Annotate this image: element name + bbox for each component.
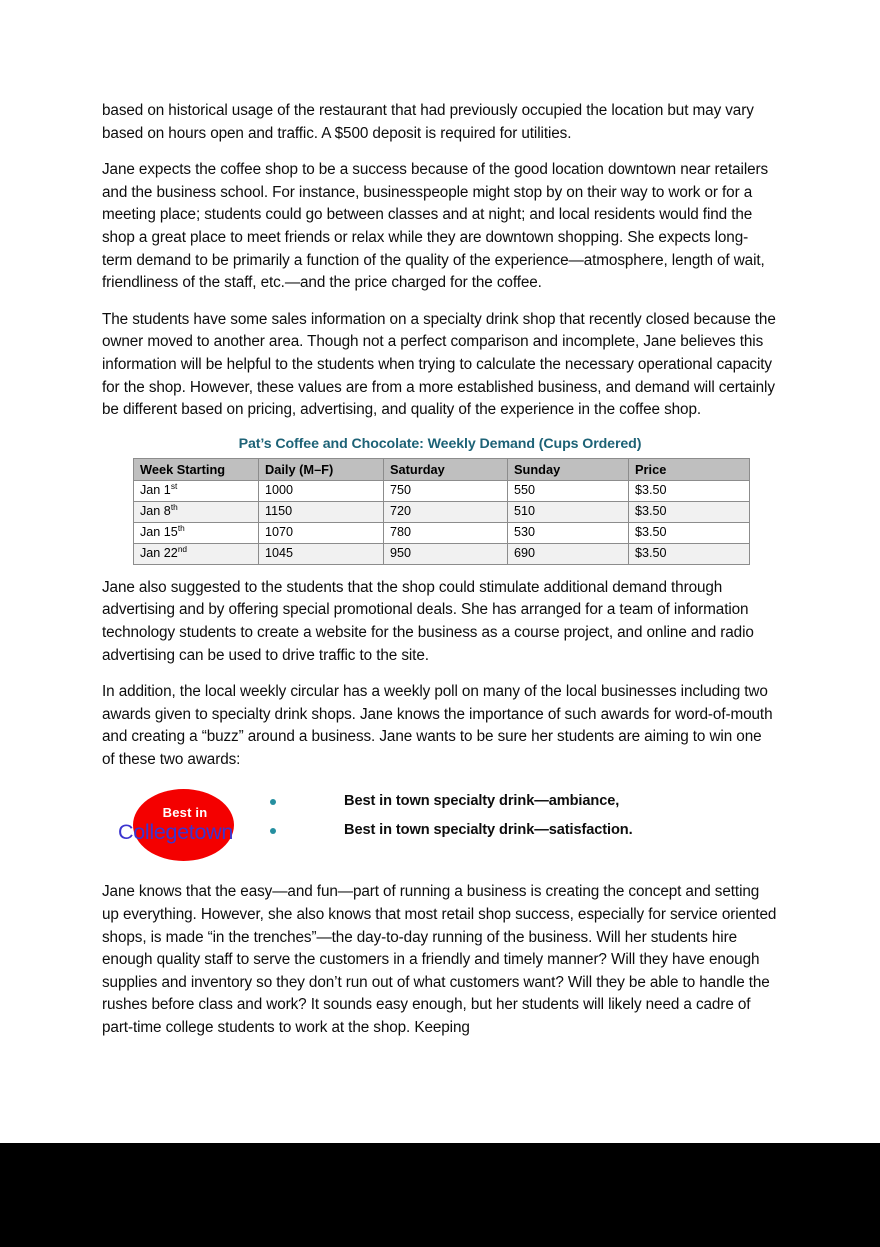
ordinal-suffix: nd	[177, 544, 188, 555]
footer-black-bar	[0, 1143, 880, 1247]
logo-line-best-in: Best in	[162, 805, 208, 821]
cell-sunday: 690	[508, 543, 629, 564]
cell-saturday: 750	[384, 480, 508, 501]
cell-week-starting	[134, 480, 259, 501]
table-caption: Pat’s Coffee and Chocolate: Weekly Demand (Cups Ordered)	[238, 435, 642, 452]
cell-price: $3.50	[629, 480, 750, 501]
paragraph-2: Jane expects the coffee shop to be a success because of the good location downtown near retailers and the business school. For instance, businesspeople might stop by on their way to work or for a meeting place; students could go between classes and at night; and local residents would find the shop a great place to meet friends or relax while they are downtown shopping. She expects long-term demand to be primarily a function of the quality of the experience—atmosphere, length of wait, friendliness of the staff, etc.—and the price charged for the coffee.	[102, 161, 769, 292]
bullet-dot-icon	[270, 828, 276, 834]
column-header-saturday: Saturday	[384, 458, 508, 480]
cell-saturday: 780	[384, 522, 508, 543]
column-header-price: Price	[629, 458, 750, 480]
cell-daily: 1150	[259, 501, 384, 522]
cell-sunday: 550	[508, 480, 629, 501]
paragraph-5: In addition, the local weekly circular has a weekly poll on many of the local businesses including two awards given to specialty drink shops. Jane knows the importance of such awards for word-of-mouth and creating a “buzz” around a business. Jane wants to be sure her students are aiming to win one of these two awards:	[102, 683, 773, 768]
award-label: Best in town specialty drink—satisfaction.	[344, 822, 633, 839]
best-in-collegetown-logo	[118, 785, 278, 863]
document-body	[102, 100, 778, 1054]
cell-week-starting	[134, 543, 259, 564]
demand-table-block	[102, 436, 778, 565]
bullet-dot-icon	[270, 799, 276, 805]
ordinal-suffix: th	[170, 502, 178, 513]
list-item	[270, 792, 740, 811]
weekly-demand-table	[133, 458, 750, 565]
logo-line-collegetown: Collegetown	[118, 820, 234, 845]
cell-daily: 1000	[259, 480, 384, 501]
cell-price: $3.50	[629, 543, 750, 564]
cell-saturday: 950	[384, 543, 508, 564]
award-label: Best in town specialty drink—ambiance,	[344, 793, 620, 810]
cell-price: $3.50	[629, 501, 750, 522]
cell-daily: 1070	[259, 522, 384, 543]
ordinal-suffix: th	[177, 523, 185, 534]
paragraph-4: Jane also suggested to the students that the shop could stimulate additional demand through advertising and by offering special promotional deals. She has arranged for a team of information technology students to create a website for the business as a course project, and online and radio advertising can be used to drive traffic to the site.	[102, 578, 754, 664]
cell-sunday: 510	[508, 501, 629, 522]
table-row	[134, 522, 750, 543]
list-item	[270, 821, 740, 840]
cell-price: $3.50	[629, 522, 750, 543]
column-header-daily: Daily (M–F)	[259, 458, 384, 480]
awards-section	[102, 785, 778, 863]
awards-list	[270, 792, 740, 850]
week-label: Jan 8	[140, 504, 171, 519]
cell-week-starting	[134, 501, 259, 522]
table-header-row	[134, 458, 750, 480]
cell-daily: 1045	[259, 543, 384, 564]
paragraph-3: The students have some sales information on a specialty drink shop that recently closed because the owner moved to another area. Though not a perfect comparison and incomplete, Jane believes this information will be helpful to the students when trying to calculate the necessary operational capacity for the shop. However, these values are from a more established business, and demand will certainly be different based on pricing, advertising, and quality of the experience in the coffee shop.	[102, 310, 776, 419]
column-header-week-starting: Week Starting	[134, 458, 259, 480]
table-row	[134, 501, 750, 522]
week-label: Jan 15	[140, 525, 178, 540]
paragraph-6: Jane knows that the easy—and fun—part of running a business is creating the concept and setting up everything. However, she also knows that most retail shop success, especially for service oriented shops, is made “in the trenches”—the day-to-day running of the business. Will her students hire enough quality staff to serve the customers in a friendly and timely manner? Will they have enough supplies and inventory so they don’t run out of what customers want? Will they be able to handle the rushes before class and work? It sounds easy enough, but her students will likely need a cadre of part-time college students to work at the shop. Keeping	[102, 883, 777, 1037]
cell-saturday: 720	[384, 501, 508, 522]
week-label: Jan 22	[140, 546, 178, 561]
cell-week-starting	[134, 522, 259, 543]
table-row	[134, 543, 750, 564]
ordinal-suffix: st	[170, 481, 178, 492]
paragraph-1: based on historical usage of the restaurant that had previously occupied the location but may vary based on hours open and traffic. A $500 deposit is required for utilities.	[102, 102, 754, 142]
column-header-sunday: Sunday	[508, 458, 629, 480]
cell-sunday: 530	[508, 522, 629, 543]
table-row	[134, 480, 750, 501]
week-label: Jan 1	[140, 483, 171, 498]
